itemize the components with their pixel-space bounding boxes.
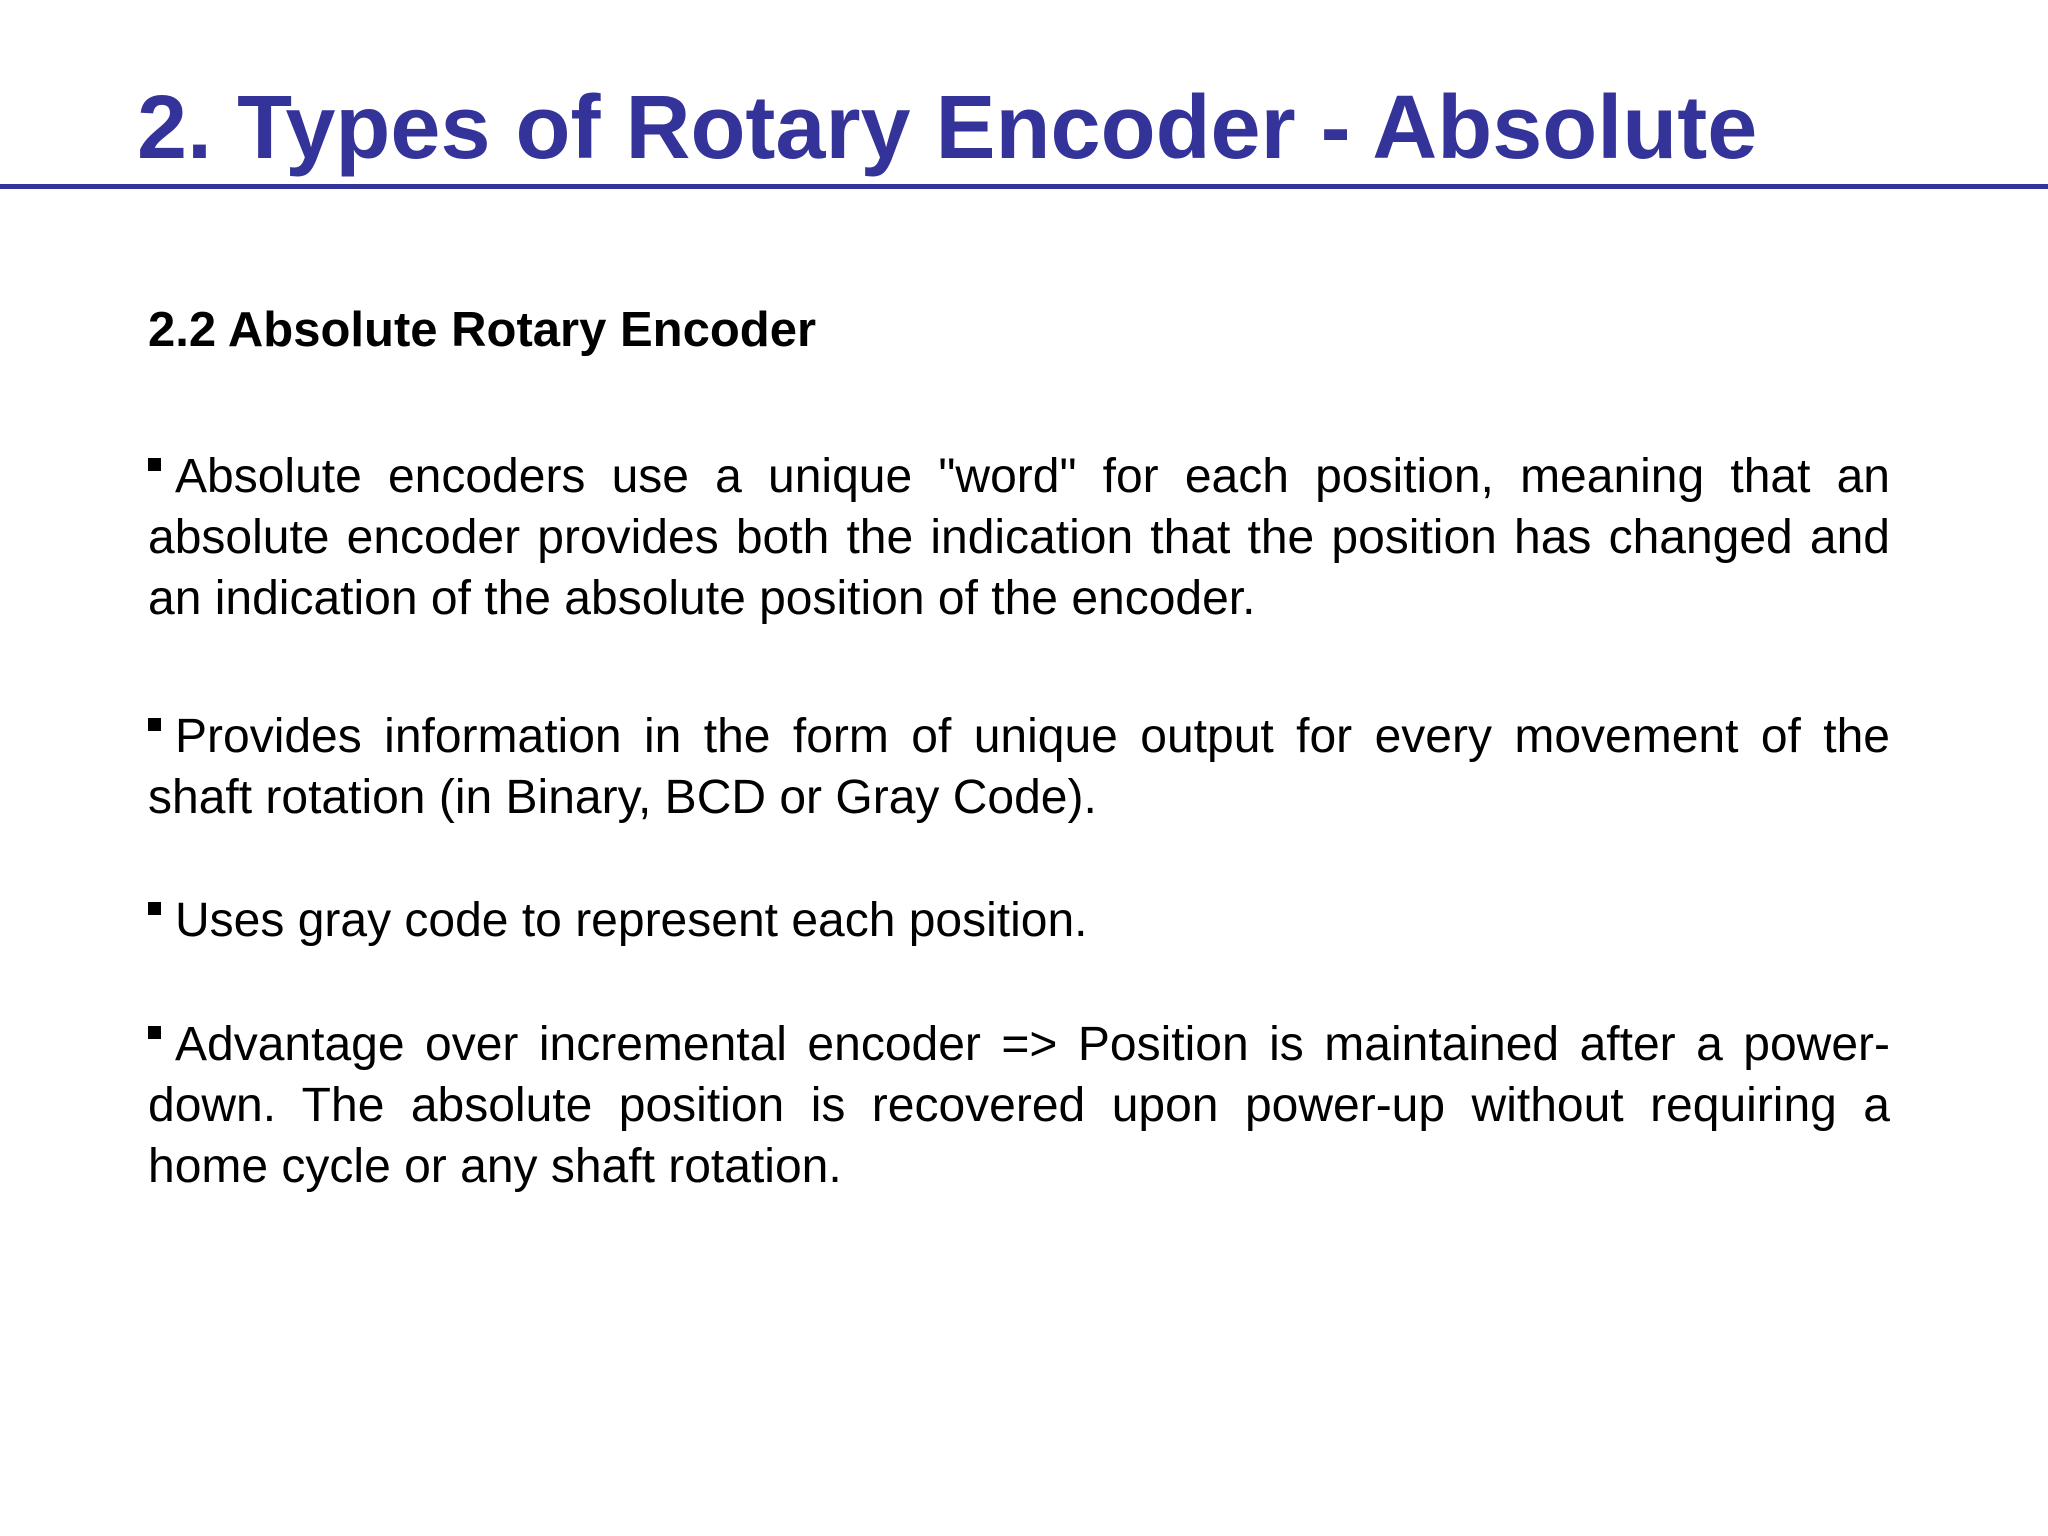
bullet-text: Uses gray code to represent each position.	[175, 894, 1088, 947]
bullet-item	[148, 1014, 1890, 1197]
bullet-text: Absolute encoders use a unique "word" for each position, meaning that an absolute encoder provides both the indication that the position has changed and an indication of the absolute position of the encoder.	[148, 450, 1890, 625]
title-underline-divider	[0, 184, 2048, 189]
bullet-item	[148, 706, 1890, 828]
bullet-item	[148, 890, 1890, 951]
square-bullet-icon	[148, 718, 161, 731]
slide-title: 2. Types of Rotary Encoder - Absolute	[137, 78, 1758, 178]
bullet-item	[148, 446, 1890, 629]
square-bullet-icon	[148, 1026, 161, 1039]
bullet-text: Provides information in the form of unique output for every movement of the shaft rotation (in Binary, BCD or Gray Code).	[148, 710, 1890, 824]
bullet-text: Advantage over incremental encoder => Position is maintained after a power-down. The absolute position is recovered upon power-up without requiring a home cycle or any shaft rotation.	[148, 1018, 1890, 1193]
section-heading: 2.2 Absolute Rotary Encoder	[148, 303, 817, 357]
square-bullet-icon	[148, 902, 161, 915]
square-bullet-icon	[148, 458, 161, 471]
